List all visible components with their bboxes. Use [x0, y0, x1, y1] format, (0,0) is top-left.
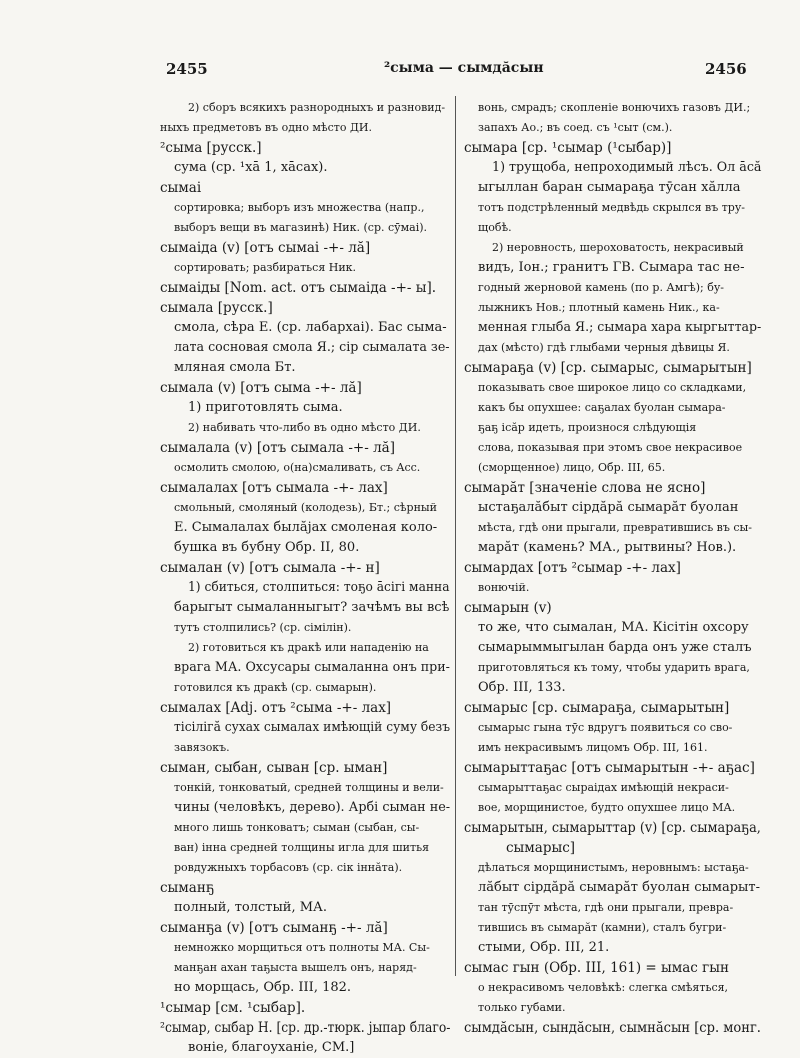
entry-text-line: Обр. III, 133. [478, 680, 566, 695]
entry-headword-line: сымаіда (v) [отъ сымаі -+- лă] [160, 240, 371, 256]
entry-text-line: тившись въ сымарăт (камни), сталъ бугри- [478, 921, 727, 934]
entry-headword-line: сымарăт [значеніе слова не ясно] [464, 480, 706, 496]
entry-headword-line: сымара [ср. ¹сымар (¹сыбар)] [464, 140, 672, 156]
entry-headword-line: сыманҕа (v) [отъ сыманҕ -+- лă] [160, 920, 388, 936]
entry-text-line: 2) неровность, шероховатость, некрасивый [492, 241, 744, 254]
entry-text-line: выборъ вещи въ магазинѣ) Ник. (ср. сӯмаі). [174, 221, 428, 234]
entry-text-line: то же, что сымалан, МА. Кісітін охсору [478, 620, 749, 635]
entry-text-line: лыжникъ Нов.; плотный камень Ник., ка- [478, 301, 720, 314]
running-title: ²сыма — сымдăсын [384, 60, 544, 76]
entry-text-line: марăт (камень? МА., рытвины? Нов.). [478, 540, 737, 555]
entry-text-line: полный, толстый, МА. [174, 900, 328, 915]
entry-text-line: годный жерновой камень (по р. Амгѣ); бу- [478, 281, 725, 294]
entry-headword-line: сымалан (v) [отъ сымала -+- н] [160, 560, 380, 576]
entry-text-line: осмолить смолою, о(на)смаливать, съ Acc. [174, 461, 421, 474]
entry-text-line: тан тӯспӯт мѣста, гдѣ они прыгали, превра- [478, 901, 734, 914]
entry-text-line: завязокъ. [174, 741, 230, 754]
entry-headword-line: сымалалах [отъ сымала -+- лах] [160, 480, 388, 496]
entry-text-line: (сморщенное) лицо, Обр. III, 65. [478, 461, 666, 474]
entry-text-line: менная глыба Я.; сымара хара кыргыттар- [478, 320, 762, 335]
entry-text-line: но морщась, Обр. III, 182. [174, 980, 352, 995]
entry-text-line: 1) сбиться, столпиться: тоҕо āсігі манна [188, 580, 450, 595]
entry-text-line: 2) сборъ всякихъ разнородныхъ и разновид- [188, 101, 446, 114]
entry-text-line: мѣста, гдѣ они прыгали, превратившись въ сы- [478, 521, 753, 534]
entry-text-line: воніе, благоуханіе, СМ.] [188, 1040, 355, 1055]
entry-text-line: готовился къ дракѣ (ср. сымарын). [174, 681, 377, 694]
entry-headword-line: ²сыма [русск.] [160, 140, 262, 156]
column-divider [455, 96, 456, 976]
entry-text-line: сортировать; разбираться Ник. [174, 261, 357, 274]
entry-headword-line: сымалах [Adj. отъ ²сыма -+- лах] [160, 700, 392, 716]
entry-headword-line: сымардах [отъ ²сымар -+- лах] [464, 560, 681, 576]
entry-headword-line: сымдăсын, сындăсын, сымнăсын [ср. монг. [464, 1020, 761, 1036]
entry-text-line: лăбыт сірдăрă сымарăт буолан сымарыт- [478, 880, 760, 895]
entry-text-line: тісілігă сухах сымалах имѣющій суму безъ [174, 720, 451, 735]
entry-text-line: ыгыллан баран сымараҕа тӯсан хăлла [478, 180, 741, 195]
entry-headword-line: сымараҕа (v) [ср. сымарыс, сымарытын] [464, 360, 752, 376]
entry-text-line: приготовляться къ тому, чтобы ударить врага, [478, 661, 750, 674]
entry-headword-line: сымаі [160, 180, 202, 196]
entry-headword-line: ²сымар, сыбар Н. [ср. др.-тюрк. јыпар благо- [160, 1020, 451, 1036]
entry-headword-line: сымарыс [ср. сымараҕа, сымарытын] [464, 700, 730, 716]
entry-text-line: мляная смола Бт. [174, 360, 296, 375]
entry-text-line: щобѣ. [478, 221, 512, 234]
entry-text-line: чины (человѣкъ, дерево). Арбі сыман не- [174, 800, 451, 815]
entry-text-line: Е. Сымалалах былăјах смоленая коло- [174, 520, 438, 535]
entry-text-line: сымарыммыгылан барда онъ уже сталъ [478, 640, 752, 655]
entry-text-line: о некрасивомъ человѣкѣ: слегка смѣяться, [478, 981, 729, 994]
entry-text-line: стыми, Обр. III, 21. [478, 940, 610, 955]
entry-headword-line: сымарыс] [506, 840, 576, 856]
entry-text-line: смольный, смоляный (колодезь), Бт.; сѣрный [174, 501, 437, 514]
entry-headword-line: сымарын (v) [464, 600, 552, 616]
entry-text-line: тотъ подстрѣленный медвѣдь скрылся въ тру- [478, 201, 746, 214]
entry-text-line: запахъ Ао.; въ соед. съ ¹сыт (см.). [478, 121, 673, 134]
entry-headword-line: сымарытын, сымарыттар (v) [ср. сымараҕа, [464, 820, 761, 836]
entry-text-line: бушка въ бубну Обр. II, 80. [174, 540, 360, 555]
entry-text-line: ровдужныхъ торбасовъ (ср. сік іннăта). [174, 861, 403, 874]
entry-text-line: слова, показывая при этомъ свое некрасивое [478, 441, 743, 454]
entry-text-line: 1) приготовлять сыма. [188, 400, 343, 415]
entry-headword-line: сымас гын (Обр. III, 161) = ымас гын [464, 960, 729, 976]
entry-text-line: ҕаҕ ісăр идеть, произнося слѣдующія [478, 421, 697, 434]
entry-headword-line: сымала [русск.] [160, 300, 273, 316]
entry-text-line: видъ, Іон.; гранитъ ГВ. Сымара тас не- [478, 260, 745, 275]
page-number-left: 2455 [166, 60, 208, 78]
entry-text-line: дѣлаться морщинистымъ, неровнымъ: ыстаҕа- [478, 861, 749, 874]
entry-headword-line: ¹сымар [см. ¹сыбар]. [160, 1000, 306, 1016]
entry-text-line: тонкій, тонковатый, средней толщины и вели- [174, 781, 444, 794]
entry-headword-line: сыманҕ [160, 880, 215, 896]
entry-text-line: ныхъ предметовъ въ одно мѣсто ДИ. [160, 121, 373, 134]
entry-text-line: только губами. [478, 1001, 566, 1014]
entry-headword-line: сымалала (v) [отъ сымала -+- лă] [160, 440, 395, 456]
page-number-right: 2456 [705, 60, 747, 78]
entry-headword-line: сыман, сыбан, сыван [ср. ыман] [160, 760, 388, 776]
entry-text-line: немножко морщиться отъ полноты МА. Сы- [174, 941, 430, 954]
entry-text-line: дах (мѣсто) гдѣ глыбами черныя дѣвицы Я. [478, 341, 730, 354]
entry-text-line: ван) інна средней толщины игла для шитья [174, 841, 430, 854]
entry-text-line: имъ некрасивымъ лицомъ Обр. III, 161. [478, 741, 708, 754]
entry-text-line: вое, морщинистое, будто опухшее лицо МА. [478, 801, 736, 814]
entry-text-line: смола, сѣра Е. (ср. лабархаі). Бас сыма- [174, 320, 447, 335]
entry-headword-line: сымарыттаҕас [отъ сымарытын -+- аҕас] [464, 760, 755, 776]
entry-text-line: тутъ столпились? (ср. сімілін). [174, 621, 352, 634]
entry-text-line: показывать свое широкое лицо со складками, [478, 381, 747, 394]
entry-headword-line: сымала (v) [отъ сыма -+- лă] [160, 380, 362, 396]
entry-text-line: лата сосновая смола Я.; сір сымалата зе- [174, 340, 450, 355]
entry-text-line: какъ бы опухшее: саҕалах буолан сымара- [478, 401, 726, 414]
entry-headword-line: сымаіды [Nom. act. отъ сымаіда -+- ы]. [160, 280, 437, 296]
entry-text-line: сымарыс гына тӯс вдругъ появиться со сво- [478, 721, 733, 734]
entry-text-line: врага МА. Охсусары сымаланна онъ при- [174, 660, 450, 675]
entry-text-line: манҕан ахан таҕыста вышелъ онъ, наряд- [174, 961, 417, 974]
entry-text-line: барыгыт сымаланныгыт? зачѣмъ вы всѣ [174, 600, 450, 615]
entry-text-line: ыстаҕалăбыт сірдăрă сымарăт буолан [478, 500, 739, 515]
entry-text-line: сымарыттаҕас сыраідах имѣющій некраси- [478, 781, 729, 794]
entry-text-line: много лишь тонковатъ; сыман (сыбан, сы- [174, 821, 420, 834]
entry-text-line: вонь, смрадъ; скопленіе вонючихъ газовъ ДИ.; [478, 101, 751, 114]
entry-text-line: сортировка; выборъ изъ множества (напр., [174, 201, 425, 214]
entry-text-line: 2) набивать что-либо въ одно мѣсто ДИ. [188, 421, 421, 434]
entry-text-line: сума (ср. ¹хā 1, хāсах). [174, 160, 328, 175]
entry-text-line: вонючій. [478, 581, 530, 594]
entry-text-line: 1) трущоба, непроходимый лѣсъ. Ол āсă [492, 160, 762, 175]
entry-text-line: 2) готовиться къ дракѣ или нападенію на [188, 641, 429, 654]
